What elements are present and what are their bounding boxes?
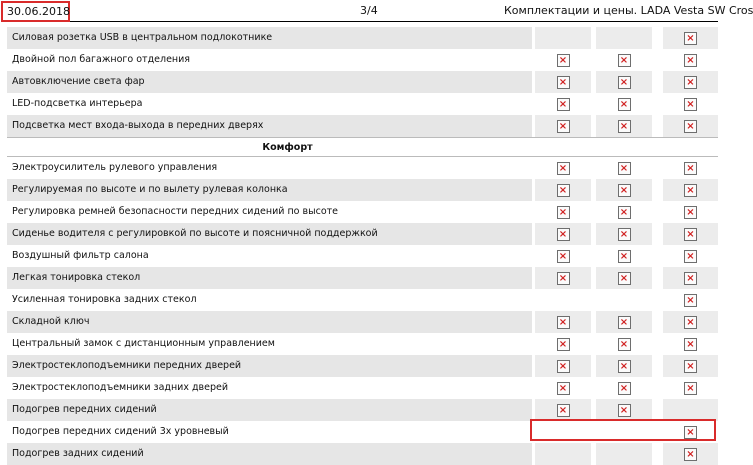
included-mark-icon: × bbox=[684, 272, 697, 285]
feature-label: Центральный замок с дистанционным управлением bbox=[12, 338, 275, 349]
included-mark-icon: × bbox=[684, 448, 697, 461]
table-row bbox=[7, 223, 718, 245]
trim-cell-1 bbox=[535, 421, 591, 443]
trim-cell-3 bbox=[663, 93, 718, 115]
included-mark-icon: × bbox=[618, 98, 631, 111]
feature-label: Подогрев передних сидений bbox=[7, 399, 532, 421]
header-date: 30.06.2018 bbox=[1, 1, 70, 22]
included-mark-icon: × bbox=[684, 426, 697, 439]
table-row bbox=[7, 93, 718, 115]
feature-label: Регулировка ремней безопасности передних сидений по высоте bbox=[12, 206, 339, 217]
feature-label: Регулируемая по высоте и по вылету рулевая колонка bbox=[7, 179, 532, 201]
trim-cell-2 bbox=[596, 93, 652, 115]
included-mark-icon: × bbox=[557, 120, 570, 133]
included-mark-icon: × bbox=[557, 162, 570, 175]
included-mark-icon: × bbox=[618, 272, 631, 285]
included-mark-icon: × bbox=[557, 54, 570, 67]
trim-cell-3 bbox=[663, 399, 718, 421]
trim-cell-2 bbox=[596, 245, 652, 267]
feature-label: Электроусилитель рулевого управления bbox=[12, 162, 218, 173]
section-title: Комфорт bbox=[7, 137, 718, 157]
included-mark-icon: × bbox=[618, 360, 631, 373]
feature-label: LED-подсветка интерьера bbox=[12, 98, 143, 109]
trim-cell-2 bbox=[596, 157, 652, 179]
trim-cell-2 bbox=[596, 27, 652, 49]
included-mark-icon: × bbox=[684, 76, 697, 89]
table-row bbox=[7, 49, 718, 71]
trim-cell-2 bbox=[596, 311, 652, 333]
table-row bbox=[7, 333, 718, 355]
feature-label: Воздушный фильтр салона bbox=[12, 250, 149, 261]
included-mark-icon: × bbox=[557, 206, 570, 219]
trim-cell-2 bbox=[596, 179, 652, 201]
included-mark-icon: × bbox=[684, 184, 697, 197]
trim-cell-3 bbox=[663, 71, 718, 93]
included-mark-icon: × bbox=[684, 338, 697, 351]
trim-cell-3 bbox=[663, 245, 718, 267]
included-mark-icon: × bbox=[618, 54, 631, 67]
included-mark-icon: × bbox=[684, 54, 697, 67]
included-mark-icon: × bbox=[557, 338, 570, 351]
trim-cell-2 bbox=[596, 267, 652, 289]
trim-cell-1 bbox=[535, 333, 591, 355]
trim-cell-1 bbox=[535, 201, 591, 223]
included-mark-icon: × bbox=[557, 316, 570, 329]
table-row bbox=[7, 289, 718, 311]
included-mark-icon: × bbox=[557, 272, 570, 285]
included-mark-icon: × bbox=[684, 228, 697, 241]
trim-cell-1 bbox=[535, 115, 591, 137]
included-mark-icon: × bbox=[557, 382, 570, 395]
trim-cell-3 bbox=[663, 115, 718, 137]
trim-cell-3 bbox=[663, 311, 718, 333]
trim-cell-3 bbox=[663, 333, 718, 355]
trim-cell-2 bbox=[596, 421, 652, 443]
included-mark-icon: × bbox=[684, 206, 697, 219]
table-row bbox=[7, 71, 718, 93]
table-row bbox=[7, 267, 718, 289]
trim-cell-2 bbox=[596, 355, 652, 377]
table-row bbox=[7, 377, 718, 399]
trim-cell-1 bbox=[535, 49, 591, 71]
included-mark-icon: × bbox=[618, 162, 631, 175]
included-mark-icon: × bbox=[618, 184, 631, 197]
trim-cell-2 bbox=[596, 399, 652, 421]
included-mark-icon: × bbox=[557, 184, 570, 197]
trim-cell-2 bbox=[596, 71, 652, 93]
included-mark-icon: × bbox=[557, 228, 570, 241]
included-mark-icon: × bbox=[684, 162, 697, 175]
included-mark-icon: × bbox=[684, 360, 697, 373]
included-mark-icon: × bbox=[684, 98, 697, 111]
table-row bbox=[7, 115, 718, 137]
trim-cell-1 bbox=[535, 443, 591, 465]
included-mark-icon: × bbox=[618, 316, 631, 329]
trim-cell-2 bbox=[596, 201, 652, 223]
trim-cell-1 bbox=[535, 71, 591, 93]
included-mark-icon: × bbox=[557, 360, 570, 373]
included-mark-icon: × bbox=[557, 250, 570, 263]
feature-label: Подсветка мест входа-выхода в передних дверях bbox=[7, 115, 532, 137]
table-row bbox=[7, 355, 718, 377]
equipment-table bbox=[7, 27, 718, 465]
trim-cell-2 bbox=[596, 223, 652, 245]
included-mark-icon: × bbox=[684, 250, 697, 263]
table-row bbox=[7, 245, 718, 267]
included-mark-icon: × bbox=[684, 294, 697, 307]
table-row bbox=[7, 179, 718, 201]
trim-cell-2 bbox=[596, 49, 652, 71]
trim-cell-1 bbox=[535, 399, 591, 421]
trim-cell-2 bbox=[596, 333, 652, 355]
trim-cell-1 bbox=[535, 289, 591, 311]
included-mark-icon: × bbox=[618, 76, 631, 89]
trim-cell-3 bbox=[663, 443, 718, 465]
trim-cell-1 bbox=[535, 355, 591, 377]
trim-cell-3 bbox=[663, 49, 718, 71]
table-row bbox=[7, 157, 718, 179]
trim-cell-1 bbox=[535, 245, 591, 267]
table-row bbox=[7, 311, 718, 333]
trim-cell-3 bbox=[663, 27, 718, 49]
trim-cell-3 bbox=[663, 157, 718, 179]
feature-label: Силовая розетка USB в центральном подлокотнике bbox=[7, 27, 532, 49]
included-mark-icon: × bbox=[684, 32, 697, 45]
trim-cell-2 bbox=[596, 115, 652, 137]
trim-cell-1 bbox=[535, 311, 591, 333]
feature-label: Подогрев передних сидений 3х уровневый bbox=[12, 426, 229, 437]
table-row bbox=[7, 443, 718, 465]
trim-cell-2 bbox=[596, 377, 652, 399]
table-row bbox=[7, 201, 718, 223]
table-row bbox=[7, 421, 718, 443]
trim-cell-1 bbox=[535, 93, 591, 115]
feature-label: Подогрев задних сидений bbox=[7, 443, 532, 465]
trim-cell-3 bbox=[663, 377, 718, 399]
feature-label: Сиденье водителя с регулировкой по высоте и поясничной поддержкой bbox=[7, 223, 532, 245]
included-mark-icon: × bbox=[618, 228, 631, 241]
trim-cell-1 bbox=[535, 267, 591, 289]
table-row bbox=[7, 399, 718, 421]
included-mark-icon: × bbox=[684, 316, 697, 329]
included-mark-icon: × bbox=[618, 382, 631, 395]
included-mark-icon: × bbox=[557, 76, 570, 89]
feature-label: Двойной пол багажного отделения bbox=[12, 54, 191, 65]
trim-cell-3 bbox=[663, 421, 718, 443]
trim-cell-3 bbox=[663, 179, 718, 201]
trim-cell-3 bbox=[663, 223, 718, 245]
included-mark-icon: × bbox=[684, 120, 697, 133]
trim-cell-1 bbox=[535, 377, 591, 399]
feature-label: Электростеклоподъемники передних дверей bbox=[7, 355, 532, 377]
header-divider bbox=[70, 21, 718, 22]
feature-label: Усиленная тонировка задних стекол bbox=[12, 294, 197, 305]
trim-cell-3 bbox=[663, 201, 718, 223]
included-mark-icon: × bbox=[618, 120, 631, 133]
feature-label: Легкая тонировка стекол bbox=[7, 267, 532, 289]
page-header bbox=[0, 0, 753, 22]
trim-cell-1 bbox=[535, 179, 591, 201]
trim-cell-1 bbox=[535, 223, 591, 245]
included-mark-icon: × bbox=[618, 338, 631, 351]
included-mark-icon: × bbox=[684, 382, 697, 395]
included-mark-icon: × bbox=[618, 404, 631, 417]
trim-cell-2 bbox=[596, 289, 652, 311]
trim-cell-1 bbox=[535, 27, 591, 49]
trim-cell-2 bbox=[596, 443, 652, 465]
included-mark-icon: × bbox=[557, 98, 570, 111]
header-title: Комплектации и цены. LADA Vesta SW Cros bbox=[504, 4, 753, 17]
table-row bbox=[7, 27, 718, 49]
feature-label: Автовключение света фар bbox=[7, 71, 532, 93]
section-header bbox=[7, 137, 718, 157]
feature-label: Электростеклоподъемники задних дверей bbox=[12, 382, 229, 393]
feature-label: Складной ключ bbox=[7, 311, 532, 333]
included-mark-icon: × bbox=[618, 250, 631, 263]
header-page-number: 3/4 bbox=[360, 4, 378, 17]
trim-cell-3 bbox=[663, 289, 718, 311]
trim-cell-1 bbox=[535, 157, 591, 179]
trim-cell-3 bbox=[663, 267, 718, 289]
included-mark-icon: × bbox=[557, 404, 570, 417]
included-mark-icon: × bbox=[618, 206, 631, 219]
trim-cell-3 bbox=[663, 355, 718, 377]
